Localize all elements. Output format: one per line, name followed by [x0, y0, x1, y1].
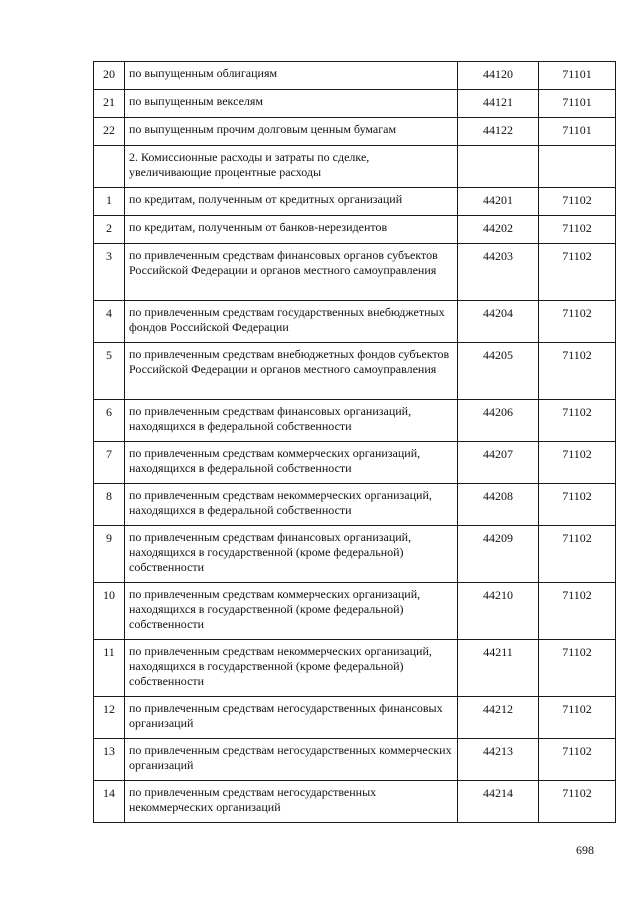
row-description: по выпущенным облигациям — [125, 62, 458, 90]
row-number: 10 — [94, 583, 125, 640]
row-description: по привлеченным средствам негосударственных финансовых организаций — [125, 697, 458, 739]
account-code-secondary: 71102 — [539, 583, 616, 640]
row-description: 2. Комиссионные расходы и затраты по сделке, увеличивающие процентные расходы — [125, 146, 458, 188]
table-row — [94, 697, 616, 739]
table-row — [94, 188, 616, 216]
row-description: по привлеченным средствам финансовых организаций, находящихся в федеральной собственности — [125, 400, 458, 442]
table-row — [94, 400, 616, 442]
account-code-secondary — [539, 146, 616, 188]
row-number: 2 — [94, 216, 125, 244]
table-row — [94, 301, 616, 343]
table-row — [94, 62, 616, 90]
row-number: 11 — [94, 640, 125, 697]
row-description: по привлеченным средствам негосударственных коммерческих организаций — [125, 739, 458, 781]
account-code-primary: 44212 — [458, 697, 539, 739]
account-code-secondary: 71101 — [539, 90, 616, 118]
account-code-primary: 44205 — [458, 343, 539, 400]
table-row — [94, 146, 616, 188]
row-number — [94, 146, 125, 188]
row-description: по привлеченным средствам внебюджетных фондов субъектов Российской Федерации и органов местного самоуправления — [125, 343, 458, 400]
row-description: по привлеченным средствам коммерческих организаций, находящихся в государственной (кроме федеральной) собственности — [125, 583, 458, 640]
row-number: 7 — [94, 442, 125, 484]
row-description: по привлеченным средствам финансовых органов субъектов Российской Федерации и органов местного самоуправления — [125, 244, 458, 301]
row-number: 4 — [94, 301, 125, 343]
account-code-secondary: 71102 — [539, 244, 616, 301]
accounts-table-body — [94, 62, 616, 823]
account-code-secondary: 71102 — [539, 526, 616, 583]
account-code-primary: 44201 — [458, 188, 539, 216]
row-description: по привлеченным средствам финансовых организаций, находящихся в государственной (кроме федеральной) собственности — [125, 526, 458, 583]
row-number: 21 — [94, 90, 125, 118]
table-row — [94, 484, 616, 526]
row-number: 6 — [94, 400, 125, 442]
account-code-primary: 44202 — [458, 216, 539, 244]
table-row — [94, 583, 616, 640]
account-code-primary — [458, 146, 539, 188]
row-description: по привлеченным средствам некоммерческих организаций, находящихся в государственной (кроме федеральной) собственности — [125, 640, 458, 697]
account-code-secondary: 71102 — [539, 301, 616, 343]
account-code-secondary: 71101 — [539, 62, 616, 90]
account-code-primary: 44122 — [458, 118, 539, 146]
account-code-primary: 44213 — [458, 739, 539, 781]
account-code-primary: 44120 — [458, 62, 539, 90]
row-description: по выпущенным векселям — [125, 90, 458, 118]
row-number: 14 — [94, 781, 125, 823]
account-code-secondary: 71102 — [539, 400, 616, 442]
row-number: 9 — [94, 526, 125, 583]
row-description: по кредитам, полученным от банков-нерезидентов — [125, 216, 458, 244]
account-code-primary: 44214 — [458, 781, 539, 823]
table-row — [94, 526, 616, 583]
account-code-secondary: 71102 — [539, 640, 616, 697]
row-number: 22 — [94, 118, 125, 146]
row-number: 1 — [94, 188, 125, 216]
account-code-secondary: 71102 — [539, 216, 616, 244]
table-row — [94, 216, 616, 244]
row-number: 12 — [94, 697, 125, 739]
accounts-table — [93, 61, 616, 823]
account-code-secondary: 71102 — [539, 188, 616, 216]
account-code-primary: 44209 — [458, 526, 539, 583]
account-code-primary: 44208 — [458, 484, 539, 526]
row-number: 8 — [94, 484, 125, 526]
account-code-primary: 44210 — [458, 583, 539, 640]
table-row — [94, 90, 616, 118]
account-code-primary: 44207 — [458, 442, 539, 484]
row-description: по привлеченным средствам некоммерческих организаций, находящихся в федеральной собственности — [125, 484, 458, 526]
account-code-primary: 44206 — [458, 400, 539, 442]
table-row — [94, 442, 616, 484]
table-row — [94, 640, 616, 697]
row-description: по выпущенным прочим долговым ценным бумагам — [125, 118, 458, 146]
account-code-primary: 44203 — [458, 244, 539, 301]
account-code-secondary: 71102 — [539, 697, 616, 739]
account-code-primary: 44211 — [458, 640, 539, 697]
account-code-secondary: 71101 — [539, 118, 616, 146]
account-code-secondary: 71102 — [539, 739, 616, 781]
table-row — [94, 343, 616, 400]
row-description: по привлеченным средствам государственных внебюджетных фондов Российской Федерации — [125, 301, 458, 343]
account-code-secondary: 71102 — [539, 442, 616, 484]
row-description: по привлеченным средствам негосударственных некоммерческих организаций — [125, 781, 458, 823]
account-code-primary: 44204 — [458, 301, 539, 343]
row-number: 5 — [94, 343, 125, 400]
row-description: по кредитам, полученным от кредитных организаций — [125, 188, 458, 216]
page-number: 698 — [576, 843, 594, 857]
table-row — [94, 244, 616, 301]
account-code-secondary: 71102 — [539, 343, 616, 400]
account-code-primary: 44121 — [458, 90, 539, 118]
table-row — [94, 118, 616, 146]
row-number: 13 — [94, 739, 125, 781]
row-description: по привлеченным средствам коммерческих организаций, находящихся в федеральной собственности — [125, 442, 458, 484]
table-row — [94, 781, 616, 823]
row-number: 3 — [94, 244, 125, 301]
table-row — [94, 739, 616, 781]
account-code-secondary: 71102 — [539, 484, 616, 526]
account-code-secondary: 71102 — [539, 781, 616, 823]
row-number: 20 — [94, 62, 125, 90]
